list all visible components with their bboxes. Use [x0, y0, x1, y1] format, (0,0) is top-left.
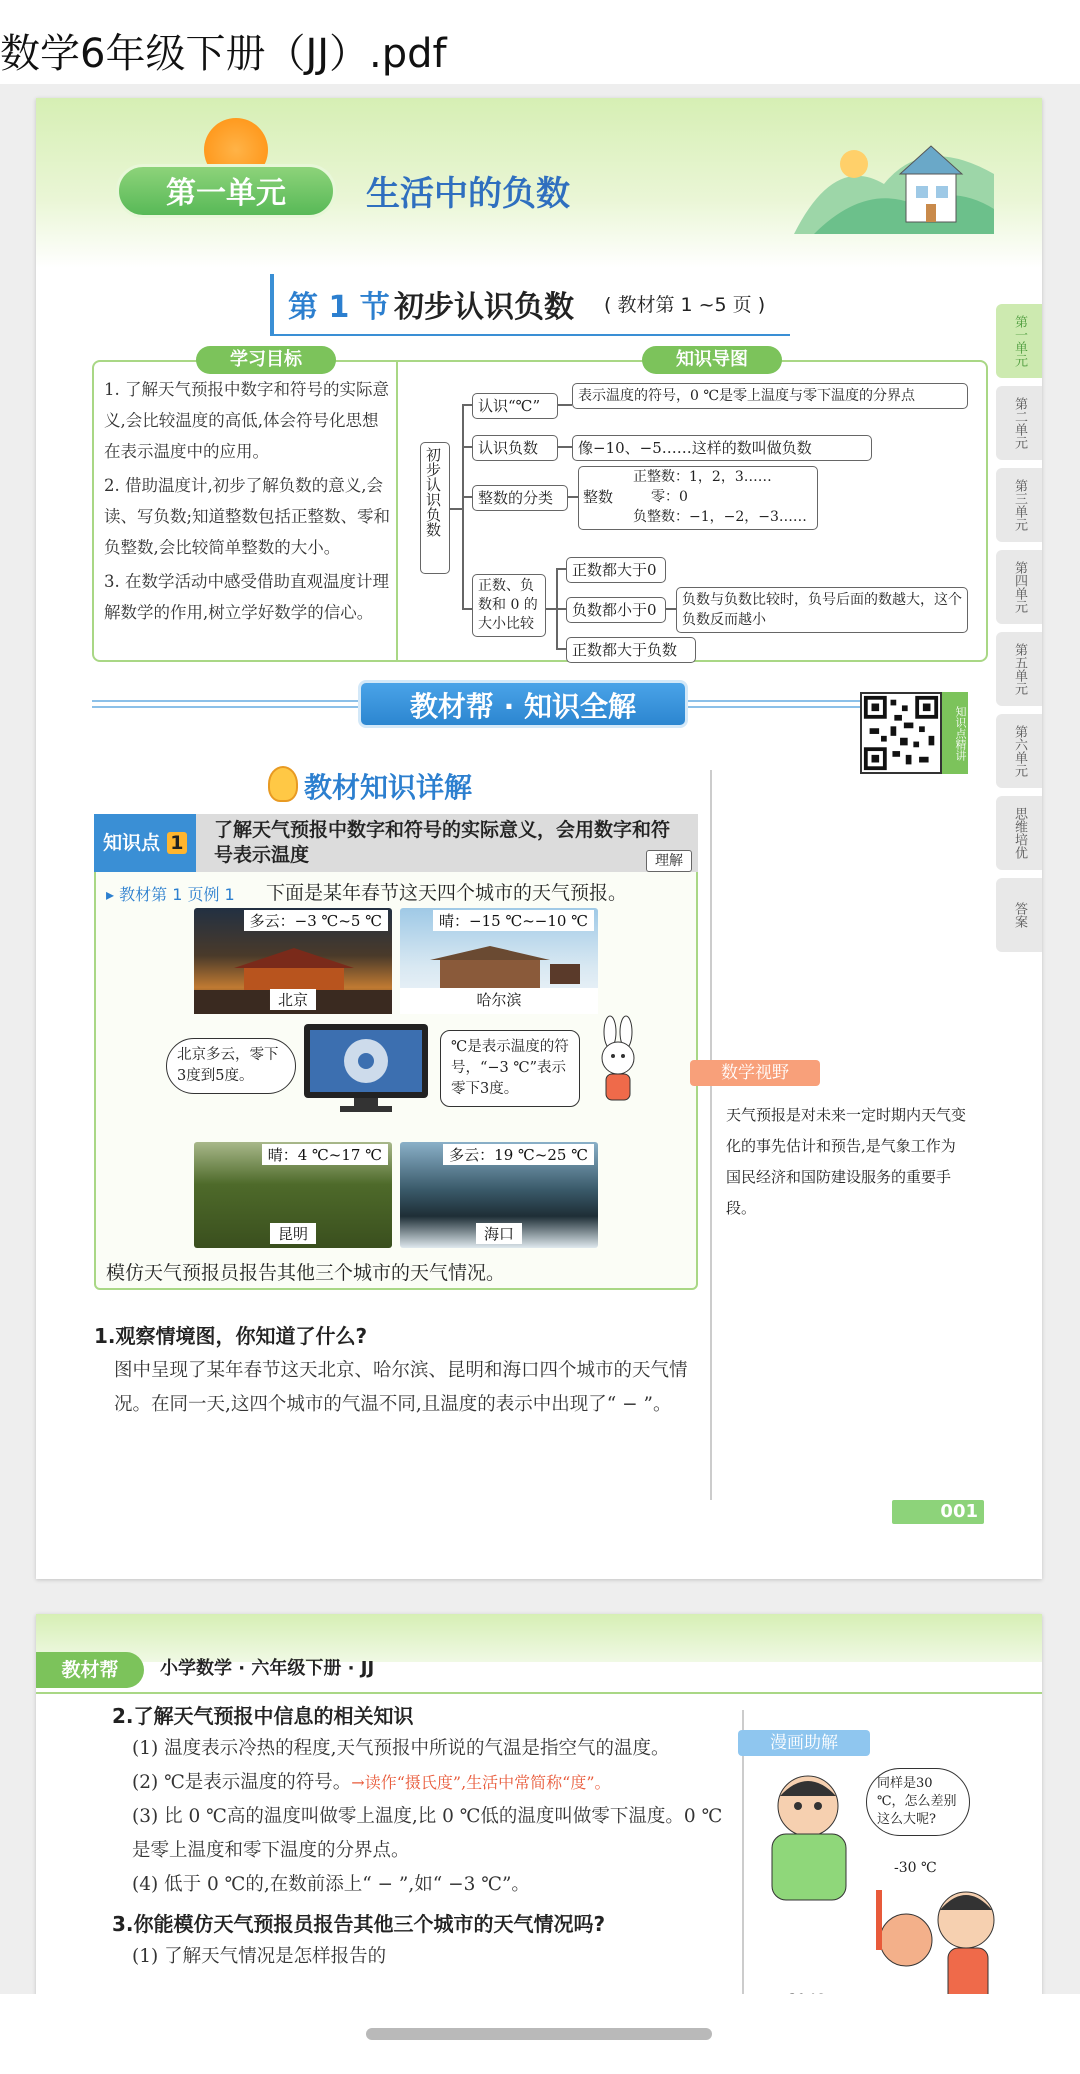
- map-connector: [462, 496, 472, 498]
- question-3: 3.你能模仿天气预报员报告其他三个城市的天气情况吗?: [112, 1912, 606, 1936]
- qr-tag: 知识点精讲: [942, 692, 968, 774]
- rabbit-mascot-icon: [588, 1018, 648, 1108]
- example-reference: ▸ 教材第 1 页例 1: [106, 885, 235, 904]
- goals-tag: 学习目标: [196, 346, 336, 374]
- map-node-negative-desc: 像−10、−5……这样的数叫做负数: [572, 435, 872, 461]
- map-connector: [558, 404, 572, 406]
- map-node-compare: 正数、负数和 0 的大小比较: [472, 574, 546, 637]
- pdf-page-2: [36, 1614, 1042, 2034]
- weather-kunming: 晴：4 ℃~17 ℃: [262, 1144, 388, 1165]
- cold-boy-cartoon: [758, 1766, 868, 1906]
- cartoon-bubble: 同样是30 ℃，怎么差别这么大呢?: [866, 1768, 970, 1836]
- knowledge-line-1: (1) 温度表示冷热的程度,天气预报中所说的气温是指空气的温度。: [132, 1738, 670, 1759]
- unit-label: 第一单元: [116, 164, 336, 218]
- math-vision-text: 天气预报是对未来一定时期内天气变化的事先估计和预告,是气象工作为国民经济和国防建设服务的重要手段。: [726, 1106, 967, 1217]
- map-node-negative: 认识负数: [472, 435, 558, 461]
- home-indicator[interactable]: [366, 2028, 712, 2040]
- map-connector: [462, 446, 472, 448]
- weather-haikou: 多云：19 ℃~25 ℃: [443, 1144, 594, 1165]
- knowledge-line-2-note: →读作“摄氏度”,生活中常简称“度”。: [351, 1773, 611, 1792]
- house-illustration: [794, 114, 994, 234]
- city-harbin: 哈尔滨: [468, 989, 529, 1010]
- knowledge-line-3: (3) 比 0 ℃高的温度叫做零上温度,比 0 ℃低的温度叫做零下温度。0 ℃是零上温度和零下温度的分界点。: [132, 1806, 723, 1861]
- knowledge-map-tag: 知识导图: [642, 346, 782, 374]
- column-divider: [710, 770, 712, 1500]
- detail-title: 教材知识详解: [304, 771, 473, 804]
- map-connector: [462, 404, 464, 608]
- cartoon-label-cold: -30 ℃: [894, 1860, 937, 1876]
- photo-beijing: [194, 908, 392, 1014]
- map-connector: [556, 568, 566, 570]
- map-connector: [558, 446, 572, 448]
- answer-1: 图中呈现了某年春节这天北京、哈尔滨、昆明和海口四个城市的天气情况。在同一天,这四个城市的气温不同,且温度的表示中出现了“ − ”。: [114, 1360, 688, 1415]
- city-haikou: 海口: [476, 1223, 522, 1244]
- map-connector: [462, 608, 472, 610]
- cartoon-help-tag: 漫画助解: [738, 1730, 870, 1756]
- question-1: 1.观察情境图，你知道了什么?: [94, 1324, 368, 1348]
- map-integer-group: [578, 466, 818, 530]
- photo-kunming: [194, 1142, 392, 1248]
- understand-badge: 理解: [646, 850, 692, 872]
- tab-unit-2[interactable]: 第二单元: [996, 386, 1042, 460]
- goal-item-1: 1. 了解天气预报中数字和符号的实际意义,会比较温度的高低,体会符号化思想在表示温度中的应用。: [104, 380, 389, 461]
- map-node-integer-class: 整数的分类: [472, 485, 568, 511]
- section-heading: [270, 274, 790, 336]
- map-connector: [666, 608, 676, 610]
- photo-harbin: [400, 908, 598, 1014]
- unit-title: 生活中的负数: [366, 174, 570, 214]
- map-zero: 零：0: [651, 489, 688, 505]
- map-compare-c: 正数都大于负数: [566, 637, 696, 663]
- photo-haikou: [400, 1142, 598, 1248]
- speech-bubble-right: ℃是表示温度的符号，“−3 ℃”表示零下3度。: [440, 1030, 580, 1107]
- map-compare-b-desc: 负数与负数比较时，负号后面的数越大，这个负数反而越小: [676, 587, 968, 633]
- map-compare-a: 正数都大于0: [566, 557, 666, 583]
- kp-number: 1: [167, 832, 187, 854]
- tab-unit-3[interactable]: 第三单元: [996, 468, 1042, 542]
- tab-thinking[interactable]: 思维培优: [996, 796, 1042, 870]
- page2-header: 小学数学 · 六年级下册 · JJ: [160, 1658, 375, 1679]
- weather-harbin: 晴：−15 ℃~−10 ℃: [433, 910, 594, 931]
- map-connector: [556, 648, 566, 650]
- unit-tabs: [996, 304, 1042, 960]
- speech-bubble-left: 北京多云，零下3度到5度。: [166, 1038, 296, 1094]
- tab-unit-1[interactable]: 第一单元: [996, 304, 1042, 378]
- section-name: 初步认识负数: [394, 290, 574, 325]
- tab-unit-6[interactable]: 第六单元: [996, 714, 1042, 788]
- document-scroll-area[interactable]: [0, 84, 1080, 1994]
- map-connector: [546, 608, 556, 610]
- tab-unit-5[interactable]: 第五单元: [996, 632, 1042, 706]
- knowledge-line-4: (4) 低于 0 ℃的,在数前添上“ − ”,如“ −3 ℃”。: [132, 1874, 530, 1895]
- map-connector: [462, 404, 472, 406]
- math-vision-tag: 数学视野: [690, 1060, 820, 1086]
- knowledge-point-label: [94, 814, 196, 872]
- page2-column-divider: [742, 1710, 744, 2030]
- knowledge-line-5: (1) 了解天气情况是怎样报告的: [132, 1946, 387, 1967]
- map-negative-integers: 负整数：−1，−2，−3……: [633, 509, 807, 525]
- goal-item-3: 3. 在数学活动中感受借助直观温度计理解数学的作用,树立学好数学的信心。: [104, 572, 389, 622]
- weather-beijing: 多云：−3 ℃~5 ℃: [244, 910, 388, 931]
- question-2: 2.了解天气预报中信息的相关知识: [112, 1704, 414, 1728]
- city-kunming: 昆明: [270, 1223, 316, 1244]
- map-node-celsius: 认识“℃”: [472, 393, 558, 419]
- map-positive-integers: 正整数：1，2，3……: [633, 469, 772, 485]
- document-title: 数学6年级下册（JJ）.pdf: [0, 31, 447, 77]
- map-root: 初步认识负数: [420, 442, 450, 574]
- page-number: 001: [892, 1500, 984, 1524]
- map-connector: [450, 508, 462, 510]
- pdf-page-1: [36, 98, 1042, 1579]
- knowledge-line-2-main: (2) ℃是表示温度的符号。: [132, 1772, 352, 1793]
- map-compare-b: 负数都小于0: [566, 597, 666, 623]
- imitate-prompt: 模仿天气预报员报告其他三个城市的天气情况。: [106, 1262, 506, 1284]
- map-connector: [556, 608, 566, 610]
- city-beijing: 北京: [270, 989, 316, 1010]
- map-connector: [568, 496, 578, 498]
- goals-divider: [396, 360, 398, 662]
- tab-unit-4[interactable]: 第四单元: [996, 550, 1042, 624]
- lightbulb-icon: [268, 766, 298, 802]
- kp-label-text: 知识点: [103, 832, 161, 854]
- title-bar: [0, 0, 1080, 84]
- section-band-title: 教材帮 · 知识全解: [358, 680, 688, 728]
- goal-item-2: 2. 借助温度计,初步了解负数的意义,会读、写负数;知道整数包括正整数、零和负整数,会比较简单整数的大小。: [104, 476, 391, 557]
- knowledge-line-2: [132, 1766, 732, 1800]
- page2-brand: 教材帮: [36, 1652, 144, 1688]
- section-reference: ( 教材第 1 ~5 页 ): [604, 294, 766, 316]
- section-number: 第 1 节: [288, 290, 390, 325]
- qr-code[interactable]: [860, 692, 942, 774]
- example-text: 下面是某年春节这天四个城市的天气预报。: [266, 882, 628, 904]
- page2-header-line: [36, 1692, 1042, 1694]
- map-integer-label: 整数: [583, 488, 614, 506]
- knowledge-point-title: 了解天气预报中数字和符号的实际意义，会用数字和符号表示温度: [214, 819, 671, 866]
- tv-satellite-image: [302, 1022, 430, 1118]
- map-node-celsius-desc: 表示温度的符号，0 ℃是零上温度与零下温度的分界点: [572, 383, 968, 409]
- tab-answers[interactable]: 答案: [996, 878, 1042, 952]
